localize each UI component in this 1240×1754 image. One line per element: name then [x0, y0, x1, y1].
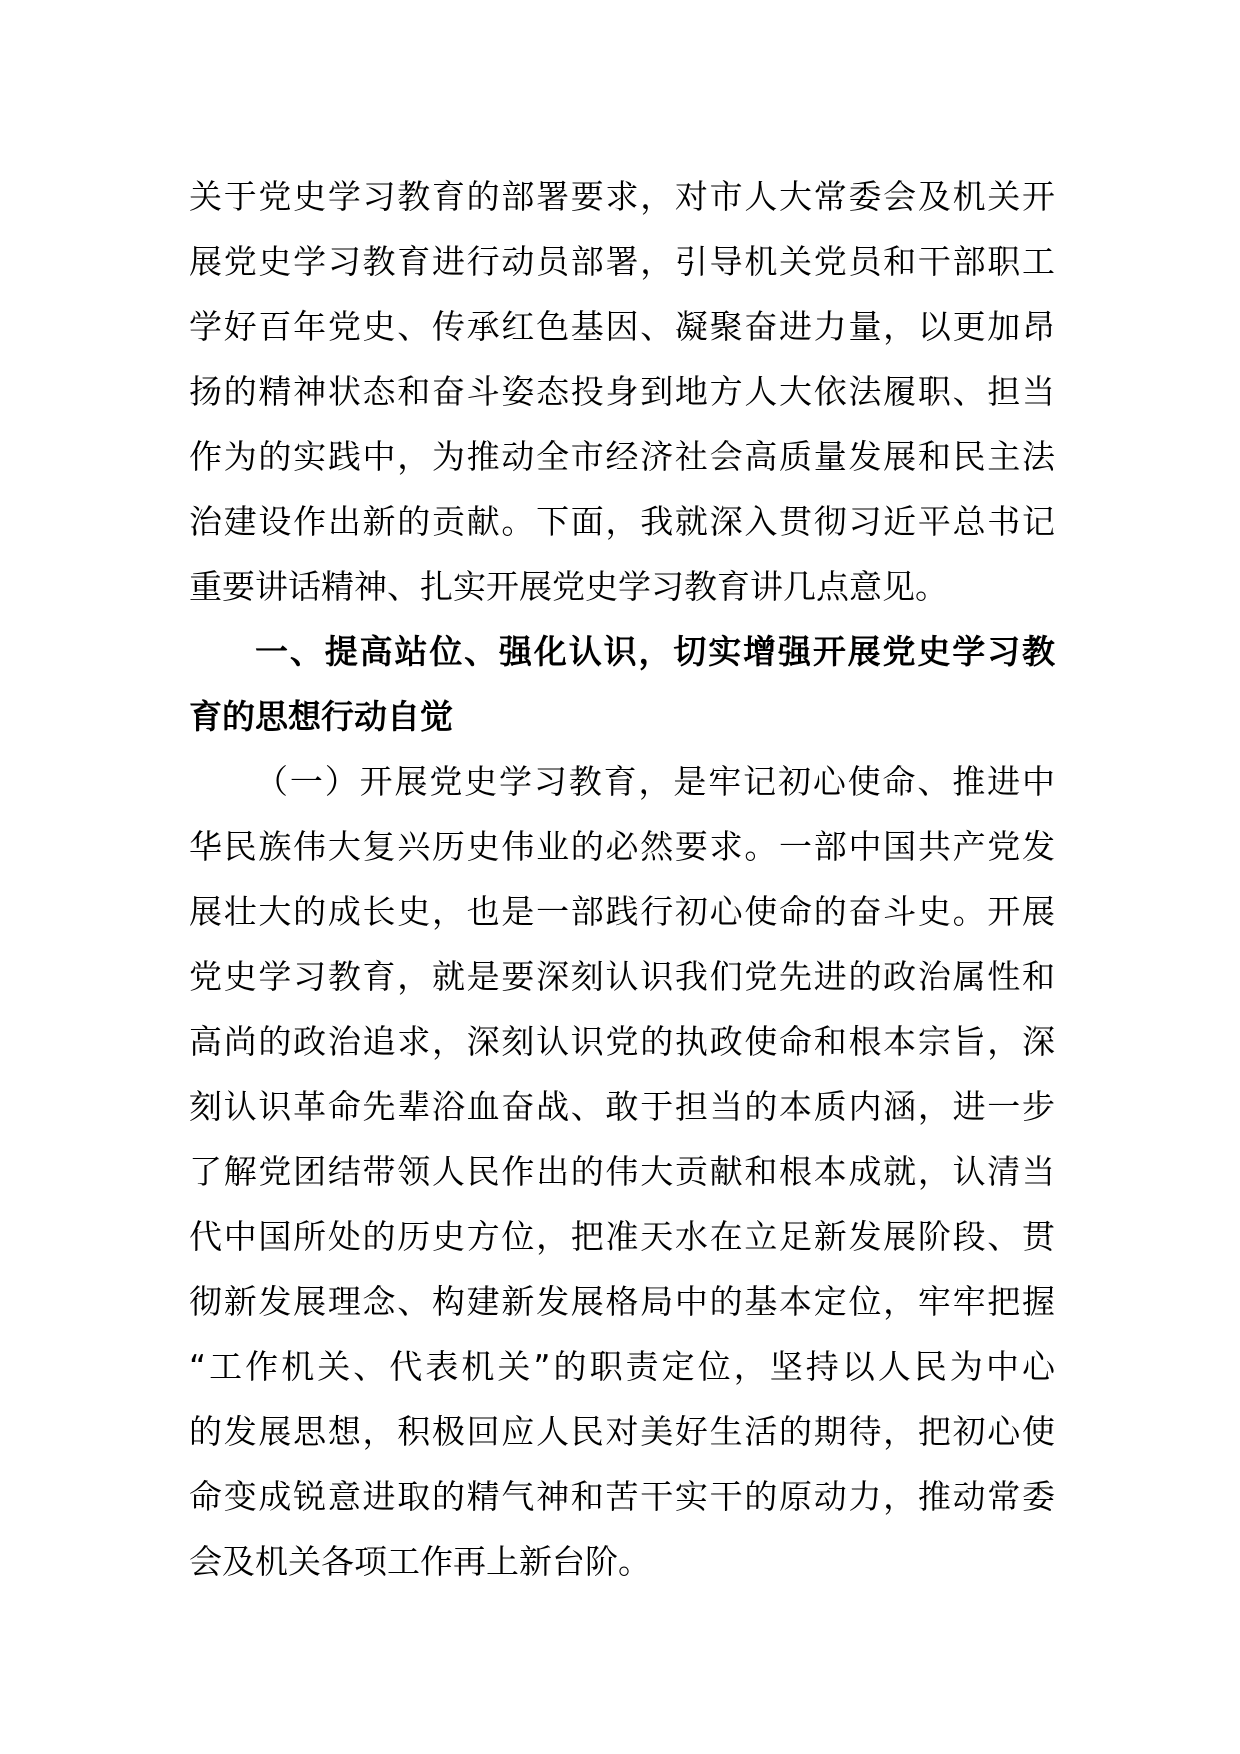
- text-line: 的发展思想，积极回应人民对美好生活的期待，把初心使: [189, 1412, 1055, 1451]
- text-line: 学好百年党史、传承红色基因、凝聚奋进力量，以更加昂: [189, 307, 1055, 346]
- text-line: 扬的精神状态和奋斗姿态投身到地方人大依法履职、担当: [189, 372, 1055, 411]
- text-line: 了解党团结带领人民作出的伟大贡献和根本成就，认清当: [189, 1152, 1055, 1191]
- text-line: 彻新发展理念、构建新发展格局中的基本定位，牢牢把握: [189, 1282, 1055, 1321]
- text-line: “工作机关、代表机关”的职责定位，坚持以人民为中心: [189, 1347, 1055, 1386]
- heading-line: 育的思想行动自觉: [189, 697, 453, 736]
- heading-line: 一、提高站位、强化认识，切实增强开展党史学习教: [255, 632, 1055, 671]
- text-line: 展党史学习教育进行动员部署，引导机关党员和干部职工: [189, 242, 1055, 281]
- text-line: 高尚的政治追求，深刻认识党的执政使命和根本宗旨，深: [189, 1022, 1055, 1061]
- text-line: 代中国所处的历史方位，把准天水在立足新发展阶段、贯: [189, 1217, 1055, 1256]
- text-line: 华民族伟大复兴历史伟业的必然要求。一部中国共产党发: [189, 827, 1055, 866]
- text-line: 命变成锐意进取的精气神和苦干实干的原动力，推动常委: [189, 1477, 1055, 1516]
- section-heading: [189, 619, 1055, 749]
- text-line: 党史学习教育，就是要深刻认识我们党先进的政治属性和: [189, 957, 1055, 996]
- text-line: （一）开展党史学习教育，是牢记初心使命、推进中: [255, 762, 1055, 801]
- text-line: 关于党史学习教育的部署要求，对市人大常委会及机关开: [189, 177, 1055, 216]
- text-line: 重要讲话精神、扎实开展党史学习教育讲几点意见。: [189, 567, 948, 606]
- text-line: 展壮大的成长史，也是一部践行初心使命的奋斗史。开展: [189, 892, 1055, 931]
- body-paragraph-intro: [189, 164, 1055, 619]
- body-paragraph-subsection-1: [189, 749, 1055, 1594]
- text-line: 作为的实践中，为推动全市经济社会高质量发展和民主法: [189, 437, 1055, 476]
- text-line: 会及机关各项工作再上新台阶。: [189, 1542, 651, 1581]
- text-line: 治建设作出新的贡献。下面，我就深入贯彻习近平总书记: [189, 502, 1055, 541]
- document-page: [189, 164, 1055, 1594]
- text-line: 刻认识革命先辈浴血奋战、敢于担当的本质内涵，进一步: [189, 1087, 1055, 1126]
